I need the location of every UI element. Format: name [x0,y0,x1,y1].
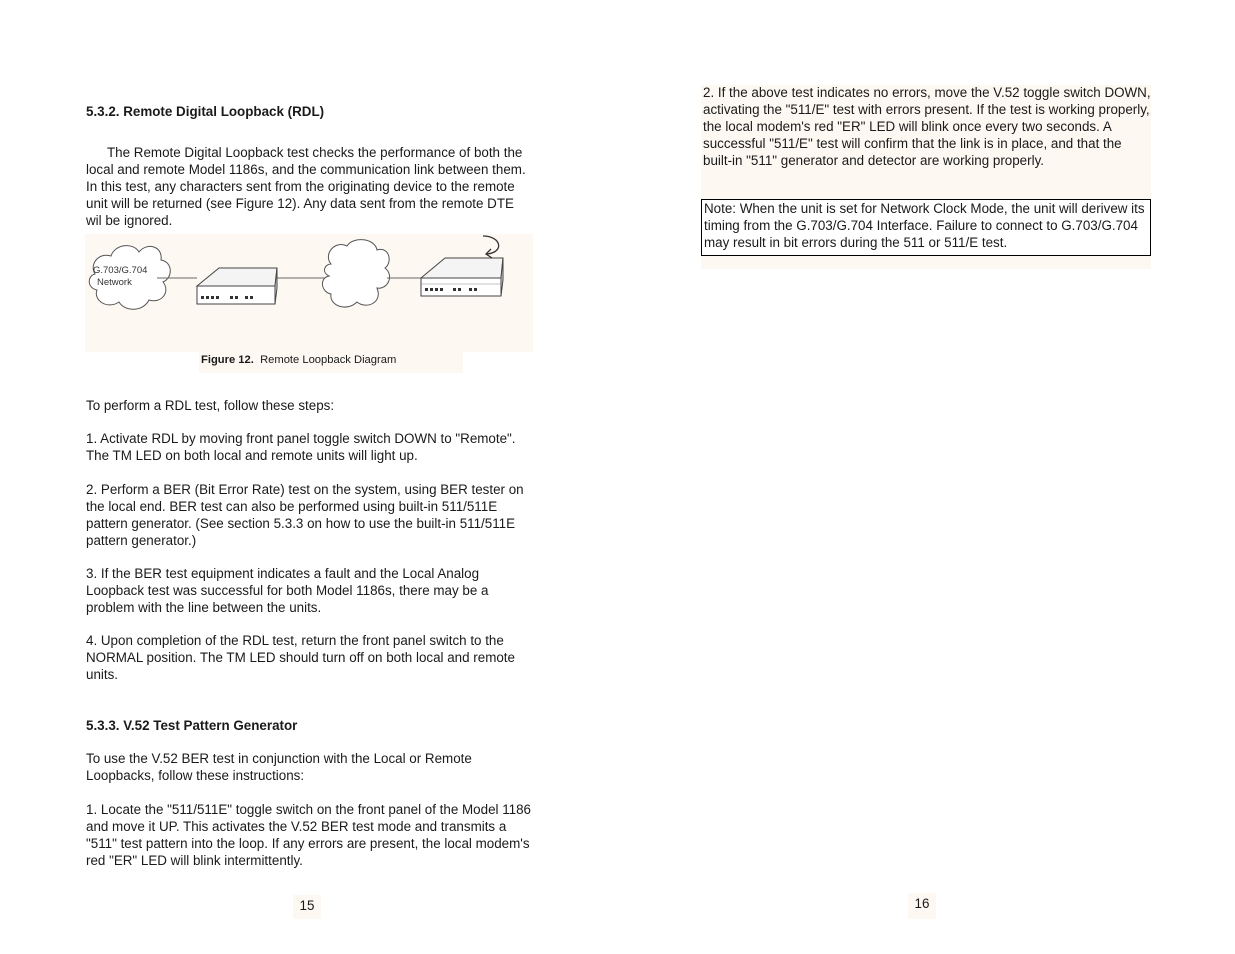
loopback-diagram-svg [85,234,533,352]
figure-caption [199,352,463,373]
figure-caption-text: Remote Loopback Diagram [260,354,397,366]
page-number-left: 15 [293,895,321,919]
rdl-intro-paragraph: The Remote Digital Loopback test checks the performance of both the local and remote Model 1186s, and the communication link between them. In this test, any characters sent from the originating device to the remote unit will be returned (see Figure 12). Any data sent from the remote DTE wil be ignored. [86,145,526,228]
page-number-right: 16 [908,893,936,919]
rdl-step-3: 3. If the BER test equipment indicates a fault and the Local Analog Loopback test was successful for both Model 1186s, there may be a problem with the line between the units. [86,566,489,615]
v52-intro: To use the V.52 BER test in conjunction with the Local or Remote Loopbacks, follow these instructions: [86,751,472,783]
network-cloud-middle [322,240,389,307]
right-page [617,0,1235,954]
v52-step-1: 1. Locate the "511/511E" toggle switch on the front panel of the Model 1186 and move it UP. This activates the V.52 BER test mode and transmits a "511" test pattern into the loop. If any errors are present, the local modem's red "ER" LED will blink intermittently. [86,802,532,868]
rdl-step-1: 1. Activate RDL by moving front panel toggle switch DOWN to "Remote". The TM LED on both local and remote units will light up. [86,431,516,463]
loopback-arrow-icon [483,236,499,258]
rdl-step-4: 4. Upon completion of the RDL test, return the front panel switch to the NORMAL position. The TM LED should turn off on both local and remote units. [86,633,515,682]
network-clock-note [701,199,1151,256]
rdl-step-2: 2. Perform a BER (Bit Error Rate) test on the system, using BER tester on the local end. BER test can also be performed using built-in 511/511E pattern generator. (See section 5.3.3 on how to use the built-in 511/511E pattern generator.) [86,482,524,548]
section-heading-rdl: 5.3.2. Remote Digital Loopback (RDL) [86,104,325,119]
figure-remote-loopback-diagram [85,234,533,352]
remote-modem-unit [421,258,503,296]
v52-step-2: 2. If the above test indicates no errors, move the V.52 toggle switch DOWN, activating the "511/E" test with errors present. If the test is working properly, the local modem's red "ER" LED will blink once every two seconds. A successful "511/E" test will confirm that the link is in place, and that the built-in "511" generator and detector are working properly. [703,85,1151,168]
note-text: Note: When the unit is set for Network Clock Mode, the unit will derivew its timing from the G.703/G.704 Interface. Failure to connect to G.703/G.704 may result in bit errors during the 511 or 511/E test. [704,201,1145,250]
left-page [0,0,617,954]
network-label-line1: G.703/G.704 [93,265,148,276]
rdl-steps-intro: To perform a RDL test, follow these steps: [86,398,335,413]
section-heading-v52: 5.3.3. V.52 Test Pattern Generator [86,718,298,733]
local-modem-unit [197,268,277,304]
network-label-line2: Network [97,277,132,288]
figure-caption-label: Figure 12. [201,354,254,366]
